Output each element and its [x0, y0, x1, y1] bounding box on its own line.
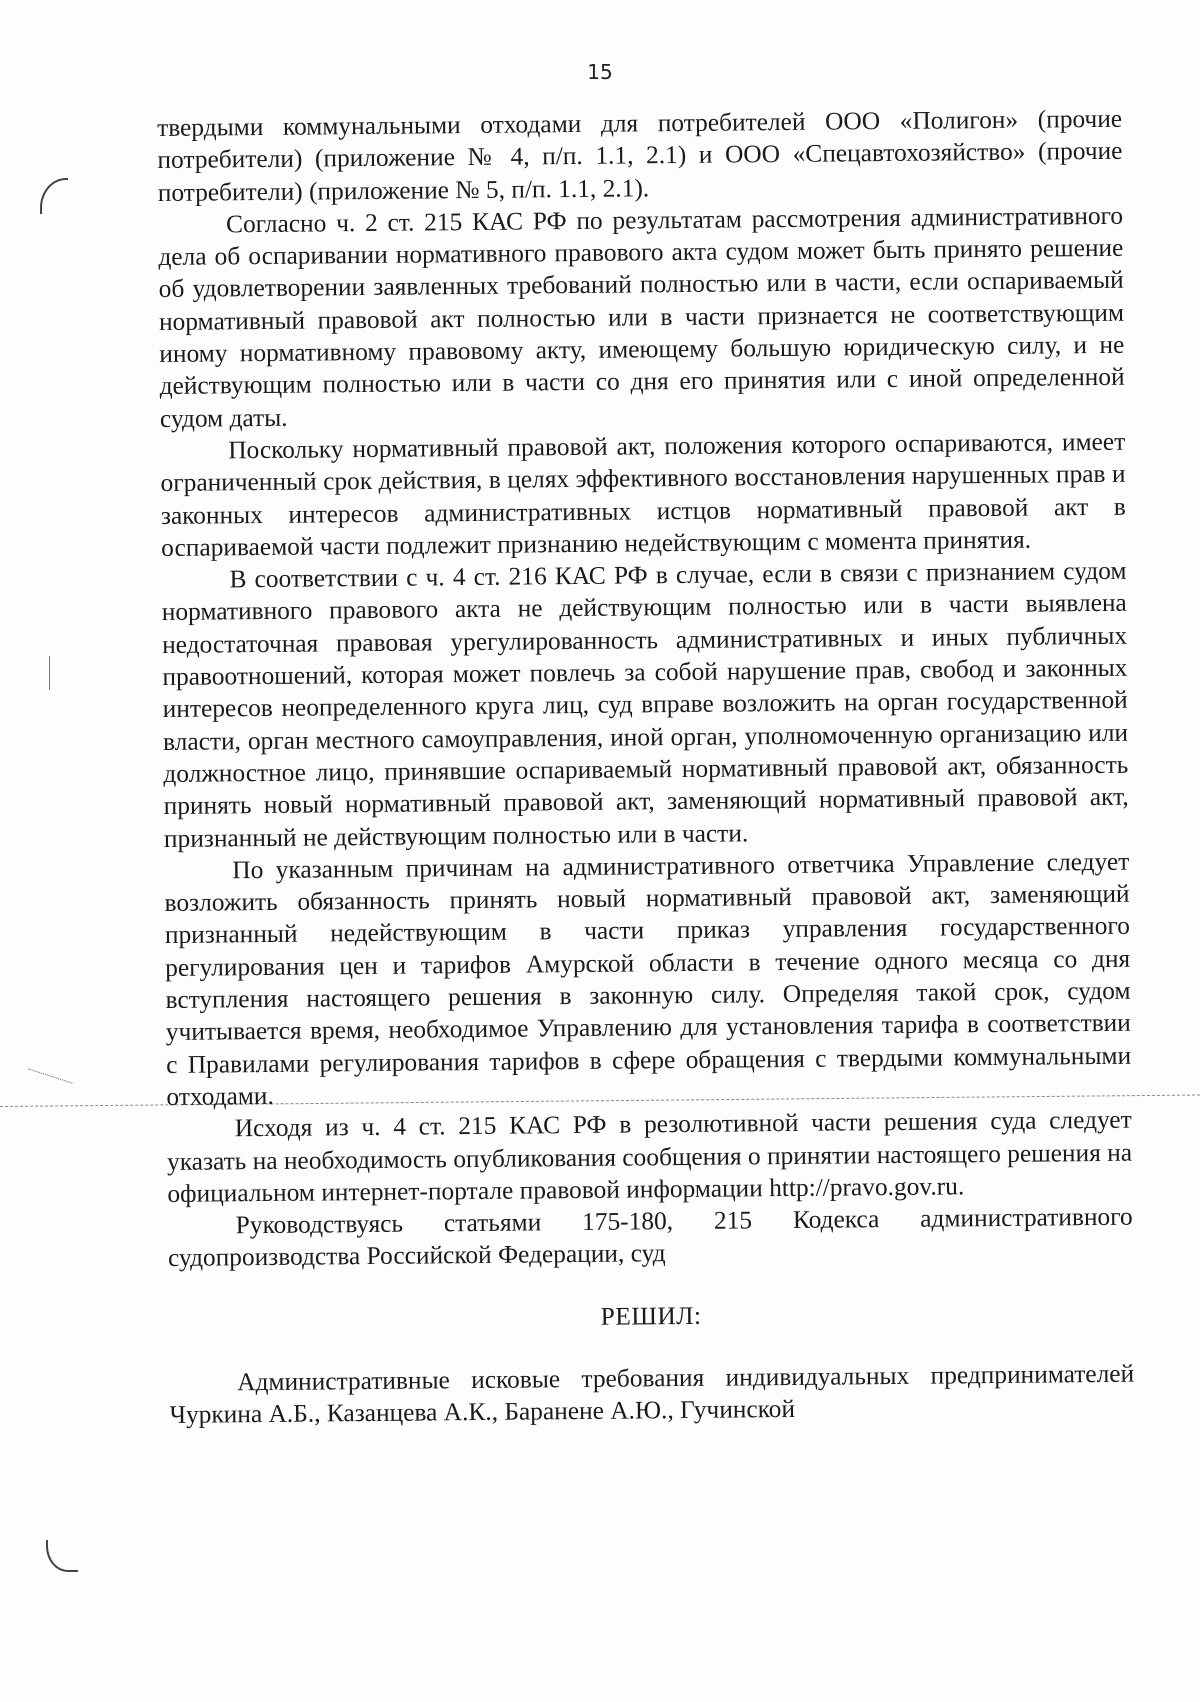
paragraph-kas-215-part-2: Согласно ч. 2 ст. 215 КАС РФ по результатам рассмотрения административного дела об оспаривании нормативного правового акта судом может быть принято решение об удовлетворении заявленных требований полностью или в части, если оспариваемый нормативный правовой акт полностью или в части признается не соответствующим иному нормативному правовому акту, имеющему большую юридическую силу, и не действующим полностью или в части со дня его принятия или с иной определенной судом даты.	[158, 201, 1125, 433]
decision-heading: РЕШИЛ:	[600, 1301, 702, 1331]
document-body	[157, 103, 1135, 1432]
paragraph-limited-validity: Поскольку нормативный правовой акт, положения которого оспариваются, имеет ограниченный срок действия, в целях эффективного восстановления нарушенных прав и законных интересов административных истцов нормативный правовой акт в оспариваемой части подлежит признанию недействующим с момента принятия.	[160, 427, 1126, 562]
decision-paragraph: Административные исковые требования индивидуальных предпринимателей Чуркина А.Б., Казанцева А.К., Баранене А.Ю., Гучинской	[169, 1359, 1135, 1430]
scan-margin-mark	[46, 1540, 78, 1572]
scan-margin-mark	[28, 1053, 77, 1083]
paragraph-guided-by: Руководствуясь статьями 175-180, 215 Кодекса административного судопроизводства Российской Федерации, суд	[167, 1202, 1133, 1273]
scan-margin-mark	[49, 656, 54, 690]
scan-margin-mark	[40, 178, 68, 214]
paragraph-obligation-new-act: По указанным причинам на административного ответчика Управление следует возложить обязанность принять новый нормативный правовой акт, заменяющий признанный недействующим в части приказ управления государственного регулирования цен и тарифов Амурской области в течение одного месяца со дня вступления настоящего решения в законную силу. Определяя такой срок, судом учитывается время, необходимое Управлению для установления тарифа в соответствии с Правилами регулирования тарифов в сфере обращения с твердыми коммунальными отходами.	[164, 847, 1132, 1111]
paragraph-kas-216-part-4: В соответствии с ч. 4 ст. 216 КАС РФ в случае, если в связи с признанием судом нормативного правового акта не действующим полностью или в части выявлена недостаточная правовая урегулированность административных и иных публичных правоотношений, которая может повлечь за собой нарушение прав, свобод и законных интересов неопределенного круга лиц, суд вправе возложить на орган государственной власти, орган местного самоуправления, иной орган, уполномоченную организацию или должностное лицо, принявшие оспариваемый нормативный правовой акт, обязанность принять новый нормативный правовой акт, заменяющий нормативный правовой акт, признанный не действующим полностью или в части.	[161, 556, 1129, 853]
paragraph-continuation: твердыми коммунальными отходами для потребителей ООО «Полигон» (прочие потребители) (приложение № 4, п/п. 1.1, 2.1) и ООО «Спецавтохозяйство» (прочие потребители) (приложение № 5, п/п. 1.1, 2.1).	[157, 104, 1123, 207]
page-number: 15	[587, 60, 613, 84]
decision-section	[169, 1358, 1135, 1432]
paragraph-publication: Исходя из ч. 4 ст. 215 КАС РФ в резолютивной части решения суда следует указать на необходимость опубликования сообщения о принятии настоящего решения на официальном интернет-портале правовой информации http://pravo.gov.ru.	[166, 1105, 1133, 1208]
